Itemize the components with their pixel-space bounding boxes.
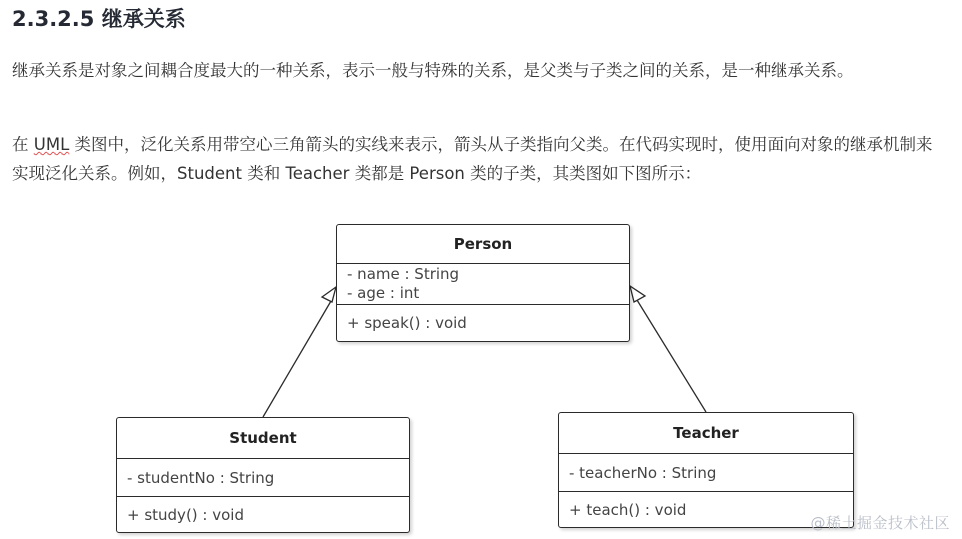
paragraph-inheritance-definition: 继承关系是对象之间耦合度最大的一种关系，表示一般与特殊的关系，是父类与子类之间的关系，是一种继承关系。 [12,61,854,80]
person-operation-speak: + speak() : void [347,314,467,332]
paragraph-uml-prefix: 在 [12,135,34,154]
person-class-name: Person [337,225,629,264]
paragraph-uml-suffix: 类图中，泛化关系用带空心三角箭头的实线来表示，箭头从子类指向父类。在代码实现时，使用面向对象的继承机制来实现泛化关系。例如，Student 类和 Teacher 类都是 Person 类的子类，其类图如下图所示： [12,135,933,183]
person-attributes [337,264,629,305]
student-to-person-arrowhead [322,287,336,302]
teacher-to-person-arrowhead [630,286,645,302]
person-attribute-name: - name : String [347,265,460,283]
student-operations [117,497,409,533]
person-class-box [336,224,630,342]
student-to-person-line [263,301,331,417]
teacher-attribute-teacherno: - teacherNo : String [569,464,717,482]
person-attribute-age: - age : int [347,284,420,302]
teacher-operations [559,492,853,528]
teacher-attributes [559,454,853,492]
teacher-to-person-line [637,300,706,412]
student-operation-study: + study() : void [127,506,244,524]
teacher-class-name: Teacher [559,413,853,454]
section-heading: 2.3.2.5 继承关系 [12,7,186,31]
student-class-name: Student [117,418,409,459]
student-class-box [116,417,410,533]
uml-spellcheck-word: UML [33,135,70,154]
student-attribute-studentno: - studentNo : String [127,469,275,487]
watermark: @稀土掘金技术社区 [810,514,950,532]
teacher-class-box [558,412,854,528]
student-attributes [117,459,409,497]
person-operations [337,305,629,342]
teacher-operation-teach: + teach() : void [569,501,687,519]
